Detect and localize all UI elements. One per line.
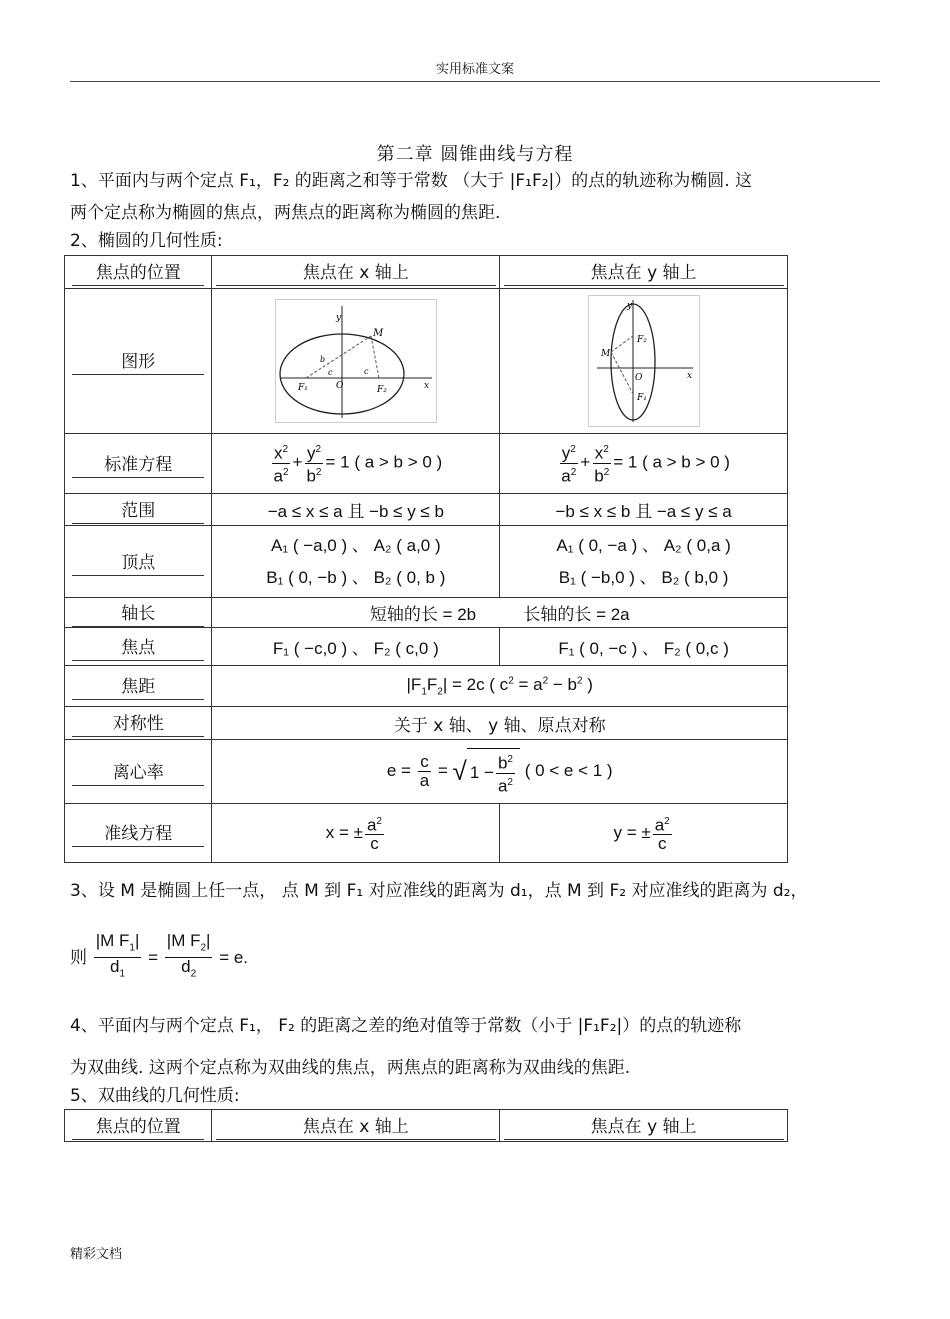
table-row [65,256,788,289]
svg-text:y: y [335,313,341,323]
table-row [65,666,788,707]
focal-distance-value: $|F_1F_2| = 2c$ ( $c^2 = a^2 - b^2$ ) [212,666,788,707]
range-y: −b ≤ x ≤ b 且 −a ≤ y ≤ a [500,494,788,526]
row-label: 焦点的位置 [72,1112,204,1140]
table-row [65,1110,788,1142]
header-y: 焦点在 y 轴上 [504,258,784,286]
vertices-x: A₁ ( −a,0 ) 、 A₂ ( a,0 ) B₁ ( 0, −b ) 、 B₂ ( 0, b ) [212,526,500,598]
table-row [65,707,788,740]
header-x: 焦点在 x 轴上 [216,1112,496,1140]
svg-text:M: M [600,349,610,359]
vertices-y: A₁ ( 0, −a ) 、 A₂ ( 0,a ) B₁ ( −b,0 ) 、 B₂ ( b,0 ) [500,526,788,598]
directrix-y: y = ± $\frac{a^2}{c}$ [500,804,788,863]
svg-text:F₁: F₁ [636,393,647,403]
row-label: 顶点 [72,548,204,576]
para-4-line-2: 为双曲线. 这两个定点称为双曲线的焦点，两焦点的距离称为双曲线的焦距. [70,1058,631,1078]
para-1-line-2: 两个定点称为椭圆的焦点，两焦点的距离称为椭圆的焦距. [70,203,501,223]
svg-text:c: c [327,368,333,377]
row-label: 标准方程 [72,450,204,478]
para-5: 5、双曲线的几何性质: [70,1086,240,1106]
table-row [65,628,788,666]
ellipse-x-figure [275,299,437,423]
para-3-line-1: 3、设 M 是椭圆上任一点， 点 M 到 F₁ 对应准线的距离为 d₁，点 M 到 F₂ 对应准线的距离为 d₂， [70,881,808,901]
table-row [65,289,788,434]
svg-text:y: y [626,301,632,311]
header-y: 焦点在 y 轴上 [504,1112,784,1140]
table-row [65,740,788,804]
header-divider [70,81,880,82]
para-4-line-1: 4、平面内与两个定点 F₁， F₂ 的距离之差的绝对值等于常数（小于 |F₁F₂|）的点的轨迹称 [70,1016,742,1036]
foci-x: F₁ ( −c,0 ) 、 F₂ ( c,0 ) [212,628,500,666]
row-label: 离心率 [72,758,204,786]
row-label: 图形 [72,347,204,375]
svg-text:x: x [686,371,692,381]
row-label: 范围 [72,496,204,524]
range-x: −a ≤ x ≤ a 且 −b ≤ y ≤ b [212,494,500,526]
svg-text:c: c [363,367,369,376]
para-3-line-2: 则 $\frac{|M F_1|}{d_1}$ = $\frac{|M F_2|}{d_2}$ = e. [70,931,249,980]
axis-length-value: 短轴的长 = 2b 长轴的长 = 2a [212,598,788,628]
svg-text:M: M [372,328,384,339]
table-row [65,804,788,863]
svg-text:x: x [423,381,429,391]
symmetry-value: 关于 x 轴、 y 轴、原点对称 [212,707,788,740]
table-row [65,494,788,526]
header-x: 焦点在 x 轴上 [216,258,496,286]
svg-text:O: O [634,373,642,383]
svg-text:F₂: F₂ [376,385,387,395]
row-label: 焦点 [72,633,204,661]
ellipse-y-figure [588,295,700,427]
row-label: 焦距 [72,672,204,700]
svg-text:F₁: F₁ [297,383,308,393]
ellipse-properties-table [64,255,788,863]
svg-text:F₂: F₂ [636,335,647,345]
table-row [65,526,788,598]
svg-text:b: b [319,355,325,364]
hyperbola-properties-table [64,1109,788,1142]
svg-text:O: O [335,381,344,391]
foci-y: F₁ ( 0, −c ) 、 F₂ ( 0,c ) [500,628,788,666]
row-label: 对称性 [72,709,204,737]
chapter-title: 第二章 圆锥曲线与方程 [376,144,574,165]
table-row [65,434,788,494]
row-label: 焦点的位置 [72,258,204,286]
standard-eq-x: $\frac{x^2}{a^2}$ + $\frac{y^2}{b^2}$ = 1 ( a > b > 0 ) [212,434,500,494]
page-footer: 精彩文档 [70,1247,123,1262]
directrix-x: x = ± $\frac{a^2}{c}$ [212,804,500,863]
para-1-line-1: 1、平面内与两个定点 F₁，F₂ 的距离之和等于常数 （大于 |F₁F₂|）的点的轨迹称为椭圆. 这 [70,171,753,191]
row-label: 准线方程 [72,819,204,847]
eccentricity-value: e = $\frac{c}{a}$ = √ 1 − $\frac{b^2}{a^2}$ ( 0 < e < 1 ) [212,740,788,804]
table-row [65,598,788,628]
page-header: 实用标准文案 [435,62,514,77]
row-label: 轴长 [72,599,204,627]
standard-eq-y: $\frac{y^2}{a^2}$ + $\frac{x^2}{b^2}$ = 1 ( a > b > 0 ) [500,434,788,494]
para-2: 2、椭圆的几何性质: [70,231,223,251]
